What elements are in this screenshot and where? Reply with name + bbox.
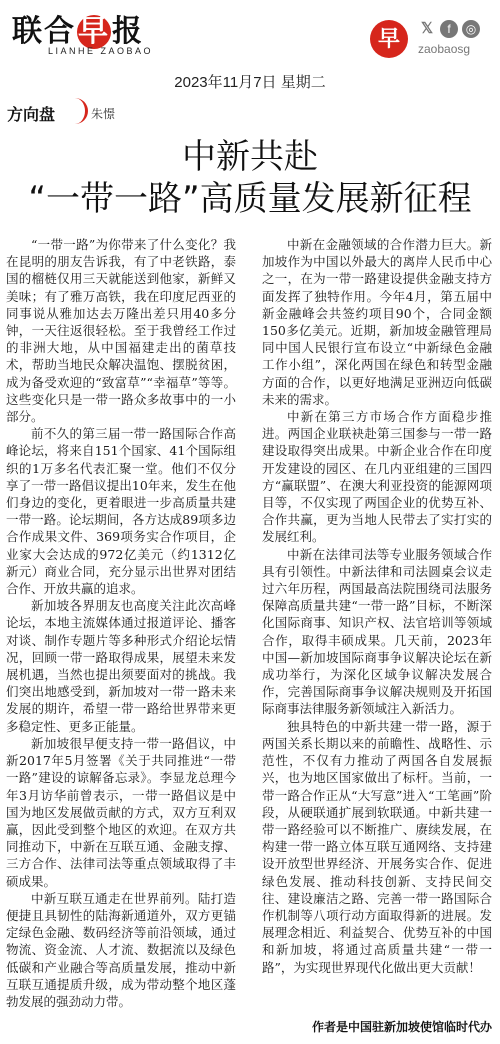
article-paragraph: 独具特色的中新共建一带一路，源于两国关系长期以来的前瞻性、战略性、示范性，不仅有力推动了两国各自发展振兴，也为地区国家做出了标杆。当前，一带一路合作正从“大写意”进入“工笔画”阶段，从硬联通扩展到软联通。中新共建一带一路经验可以不断推广、赓续发展，在构建一带一路立体互联互通网络、支持建设开放型世界经济、开展务实合作、促进绿色发展、推动科技创新、支持民间交往、建设廉洁之路、完善一带一路国际合作机制等八项行动方面取得新的进展。发展理念相近、利益契合、优势互补的中国和新加坡，将通过高质量共建“一带一路”，为实现世界现代化做出更大贡献！ xyxy=(262,718,492,975)
zaobao-brand-icon[interactable]: 早 xyxy=(370,20,408,58)
logo-text-part1: 联合 xyxy=(12,14,76,49)
article-paragraph: 中新在第三方市场合作方面稳步推进。两国企业联袂赴第三国参与一带一路建设取得突出成果。中新企业合作在印度开发建设的园区、在几内亚组建的三国四方“赢联盟”、在澳大利亚投资的能源网项目等，不仅实现了两国企业的优势互补、合作共赢，更为当地人民带去了实打实的发展红利。 xyxy=(262,409,492,545)
article-paragraph: 中新互联互通走在世界前列。陆打造便捷且具韧性的陆海新通道外，双方更锚定绿色金融、数码经济等前沿领域，通过物流、资金流、人才流、数据流以及绿色低碳和产业融合等高质量发展，推动中新互联互通提质升级，成为带动整个地区蓬勃发展的强劲动力带。 xyxy=(6,890,236,1009)
article-paragraph: 中新在金融领域的合作潜力巨大。新加坡作为中国以外最大的离岸人民币中心之一，在为一带一路建设提供金融支持方面发挥了独特作用。今年4月，第五届中新金融峰会共签约项目90个，合同金额150多亿美元。近期，新加坡金融管理局同中国人民银行宣布设立“中新绿色金融工作小组”，深化两国在绿色和转型金融方面的合作，以更好地满足亚洲迈向低碳未来的需求。 xyxy=(262,237,492,407)
social-handle: zaobaosg xyxy=(418,42,471,56)
column-name: 方向盘 xyxy=(7,105,56,124)
article-paragraph: 中新在法律司法等专业服务领域合作具有引领性。中新法律和司法圆桌会议走过六年历程，两国最高法院围绕司法服务保障高质量共建“一带一路”目标，不断深化国际商事、知识产权、法官培训等领域合作，取得丰硕成果。几天前，2023年中国—新加坡国际商事争议解决论坛在新成功举行，为深化区域争议解决发展合作，完善国际商事争议解决规则及开拓国际商事法律服务新领域注入新活力。 xyxy=(262,546,492,717)
article-column-left xyxy=(6,236,236,1010)
newspaper-logo[interactable] xyxy=(12,6,144,50)
bracket-divider xyxy=(73,98,88,124)
social-icons xyxy=(418,18,490,38)
article-paragraph: “一带一路”为你带来了什么变化？我在昆明的朋友告诉我，有了中老铁路，泰国的榴梿仅用三天就能送到他家，新鲜又美味；有了雅万高铁，我在印度尼西亚的同事说从雅加达去万隆出差只用40多分钟，一天往返很轻松。至于我曾经工作过的非洲大地，从中国福建走出的菌草技术，帮助当地民众解决温饱、摆脱贫困，成为备受欢迎的“致富草”“幸福草”等等。这些变化只是一带一路众多故事中的一小部分。 xyxy=(6,237,236,425)
article-column-right xyxy=(262,236,492,976)
logo-zao-badge: 早 xyxy=(78,14,110,49)
author-name: 朱憬 xyxy=(91,107,116,121)
logo-text-part3: 报 xyxy=(112,14,144,49)
instagram-icon[interactable]: ◎ xyxy=(462,20,480,38)
author-footnote: 作者是中国驻新加坡使馆临时代办 xyxy=(311,1020,492,1034)
x-icon[interactable]: 𝕏 xyxy=(420,20,434,37)
article-paragraph: 前不久的第三届一带一路国际合作高峰论坛，将来自151个国家、41个国际组织的1万多名代表汇聚一堂。他们不仅分享了一带一路倡议提出10年来，发生在他们身边的变化，更着眼进一步高质量共建一带一路。论坛期间，各方达成89项多边合作成果文件、369项务实合作项目，企业家大会达成的972亿美元（约1312亿新元）商业合同，充分显示出世界对团结合作、开放共赢的追求。 xyxy=(6,426,236,597)
headline-line-1: 中新共赴 xyxy=(182,137,318,177)
facebook-icon[interactable]: f xyxy=(440,20,458,38)
logo-english-name: LIANHE ZAOBAO xyxy=(48,46,154,56)
article-paragraph: 新加坡很早便支持一带一路倡议，中新2017年5月签署《关于共同推进“一带一路”建设的谅解备忘录》。李显龙总理今年3月访华前曾表示，一带一路倡议是中国为地区发展做贡献的方式，双方互利双赢，因此受到整个地区的欢迎。在双方共同推动下，中新在互联互通、金融支撑、三方合作、法律司法等重点领域取得了丰硕成果。 xyxy=(6,735,236,889)
publish-date: 2023年11月7日 星期二 xyxy=(174,74,326,91)
headline-line-2: “一带一路”高质量发展新征程 xyxy=(28,179,472,219)
masthead xyxy=(0,0,500,64)
article-paragraph: 新加坡各界朋友也高度关注此次高峰论坛，本地主流媒体通过报道评论、播客对谈、制作专题片等多种形式介绍论坛情况，回顾一带一路取得成果，展望未来发展机遇，当然也提出须要面对的挑战。我们突出地感受到，新加坡对一带一路未来发展的期许，希望一带一路给世界带来更多稳定性、更多正能量。 xyxy=(6,598,236,734)
